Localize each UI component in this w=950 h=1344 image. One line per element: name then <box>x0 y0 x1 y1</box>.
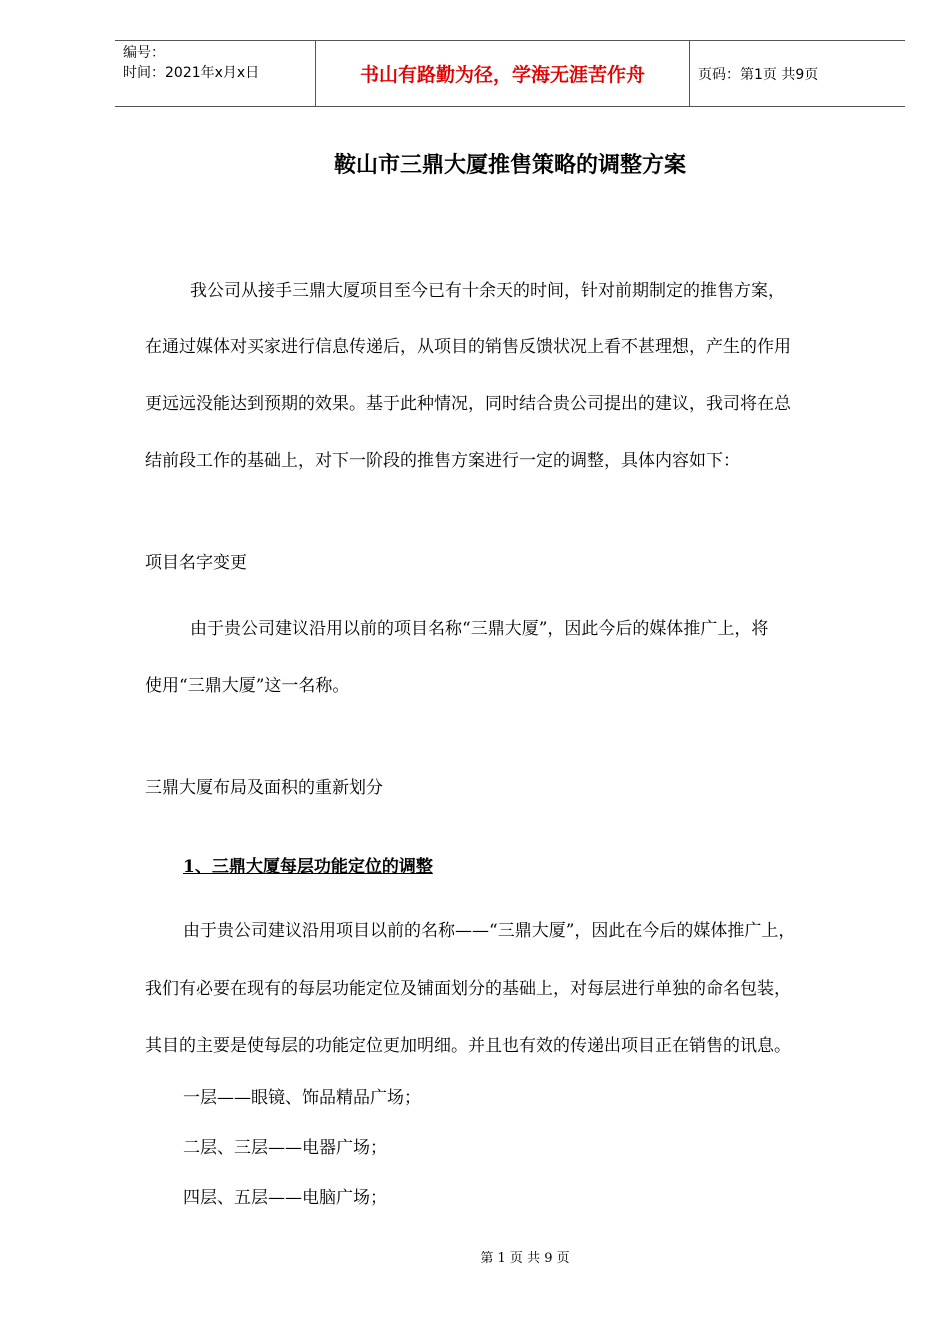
page-header <box>115 40 905 107</box>
intro-line: 更远远没能达到预期的效果。基于此种情况，同时结合贵公司提出的建议，我司将在总 <box>145 394 791 414</box>
section2-heading: 三鼎大厦布局及面积的重新划分 <box>145 778 383 798</box>
document-title: 鞍山市三鼎大厦推售策略的调整方案 <box>333 153 686 178</box>
header-page-info: 页码：第1页 共9页 <box>698 66 819 83</box>
section2-line: 由于贵公司建议沿用项目以前的名称——“三鼎大厦”，因此在今后的媒体推广上， <box>183 921 796 941</box>
section2-subheading: 1、三鼎大厦每层功能定位的调整 <box>183 857 433 877</box>
floor-item: 二层、三层——电器广场； <box>183 1138 387 1158</box>
section1-line: 由于贵公司建议沿用以前的项目名称“三鼎大厦”，因此今后的媒体推广上，将 <box>190 619 769 639</box>
intro-line: 我公司从接手三鼎大厦项目至今已有十余天的时间，针对前期制定的推售方案， <box>190 281 785 301</box>
floor-item: 四层、五层——电脑广场； <box>183 1188 387 1208</box>
section1-heading: 项目名字变更 <box>145 553 247 573</box>
section2-line: 其目的主要是使每层的功能定位更加明细。并且也有效的传递出项目正在销售的讯息。 <box>145 1036 791 1056</box>
header-meta <box>115 41 316 106</box>
header-motto: 书山有路勤为径，学海无涯苦作舟 <box>316 41 690 106</box>
floor-item: 一层——眼镜、饰品精品广场； <box>183 1088 421 1108</box>
page-footer: 第 1 页 共 9 页 <box>480 1251 570 1266</box>
intro-line: 结前段工作的基础上，对下一阶段的推售方案进行一定的调整，具体内容如下： <box>145 451 740 471</box>
serial-label: 编号： <box>123 45 165 61</box>
date-line: 时间：2021年x月x日 <box>123 65 260 81</box>
section1-line: 使用“三鼎大厦”这一名称。 <box>145 676 350 696</box>
intro-line: 在通过媒体对买家进行信息传递后，从项目的销售反馈状况上看不甚理想，产生的作用 <box>145 337 791 357</box>
section2-line: 我们有必要在现有的每层功能定位及铺面划分的基础上，对每层进行单独的命名包装， <box>145 979 791 999</box>
